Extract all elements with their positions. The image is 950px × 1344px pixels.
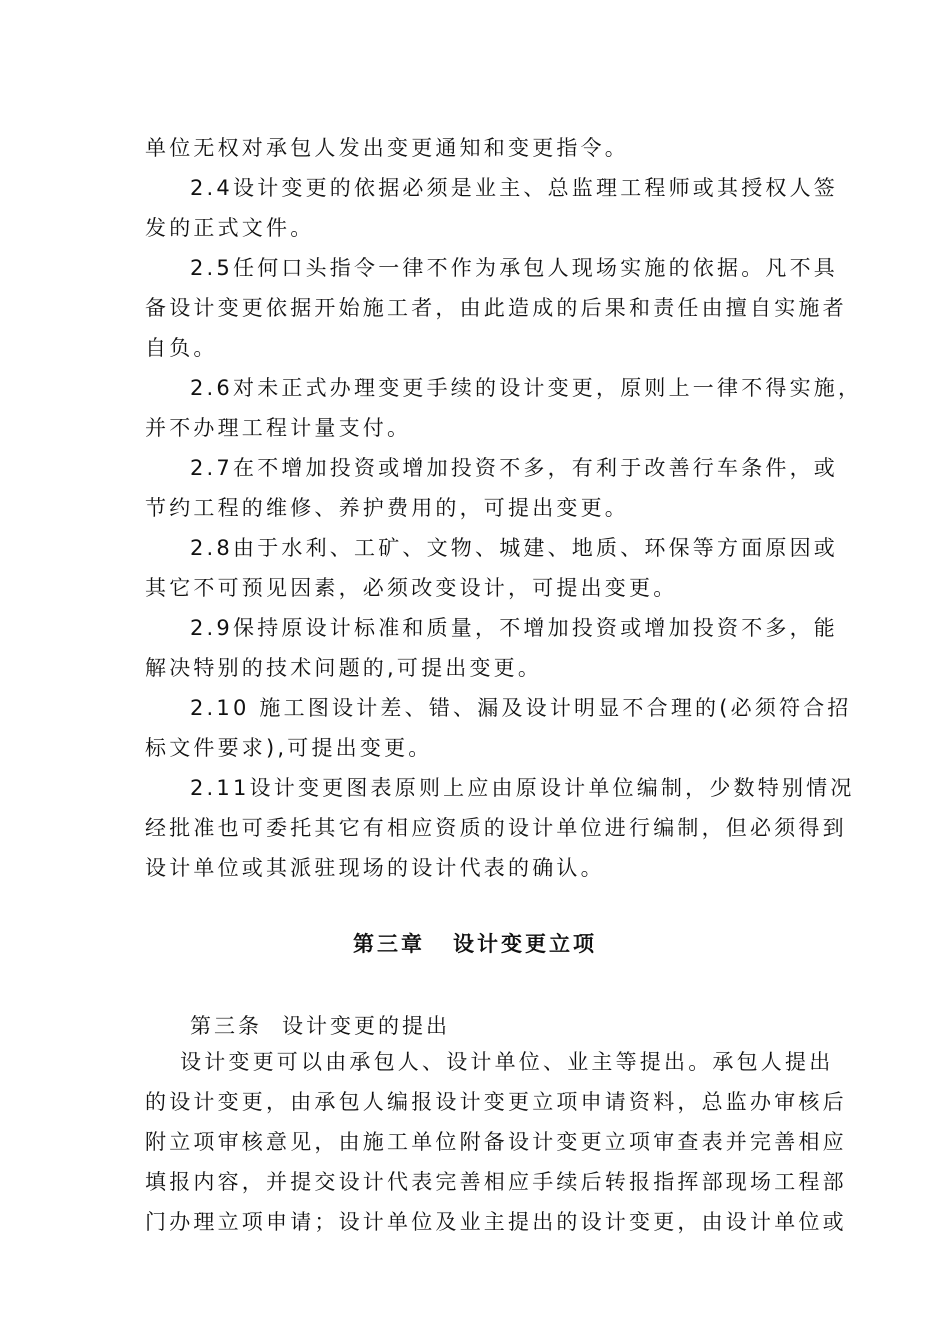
- paragraph-line: 发的正式文件。: [145, 216, 315, 240]
- clause-2-7-line: 2.7在不增加投资或增加投资不多，有利于改善行车条件，或: [190, 456, 838, 480]
- article-number: 第三条: [190, 1014, 262, 1038]
- paragraph-line: 单位无权对承包人发出变更通知和变更指令。: [145, 136, 629, 160]
- paragraph-line: 其它不可预见因素，必须改变设计，可提出变更。: [145, 576, 678, 600]
- chapter-heading: [0, 930, 950, 958]
- paragraph-line: 解决特别的技术问题的,可提出变更。: [145, 656, 543, 680]
- clause-2-8-line: 2.8由于水利、工矿、文物、城建、地质、环保等方面原因或: [190, 536, 838, 560]
- article-paragraph-line: 门办理立项申请；设计单位及业主提出的设计变更，由设计单位或: [145, 1210, 847, 1234]
- clause-2-5-line: 2.5任何口头指令一律不作为承包人现场实施的依据。凡不具: [190, 256, 838, 280]
- article-heading: [190, 1012, 450, 1040]
- article-paragraph-line: 附立项审核意见，由施工单位附备设计变更立项审查表并完善相应: [145, 1130, 847, 1154]
- clause-2-11-line: 2.11设计变更图表原则上应由原设计单位编制，少数特别情况: [190, 776, 855, 800]
- clause-2-10-line: 2.10 施工图设计差、错、漏及设计明显不合理的(必须符合招: [190, 696, 852, 720]
- clause-2-4-line: 2.4设计变更的依据必须是业主、总监理工程师或其授权人签: [190, 176, 838, 200]
- paragraph-line: 自负。: [145, 336, 218, 360]
- chapter-number: 第三章: [353, 932, 425, 956]
- paragraph-line: 节约工程的维修、养护费用的，可提出变更。: [145, 496, 629, 520]
- article-paragraph-line: 设计变更可以由承包人、设计单位、业主等提出。承包人提出: [180, 1050, 834, 1074]
- chapter-title: 设计变更立项: [453, 932, 597, 956]
- article-paragraph-line: 填报内容，并提交设计代表完善相应手续后转报指挥部现场工程部: [145, 1170, 847, 1194]
- clause-2-9-line: 2.9保持原设计标准和质量，不增加投资或增加投资不多，能: [190, 616, 838, 640]
- paragraph-line: 设计单位或其派驻现场的设计代表的确认。: [145, 856, 605, 880]
- paragraph-line: 备设计变更依据开始施工者，由此造成的后果和责任由擅自实施者: [145, 296, 847, 320]
- article-title: 设计变更的提出: [282, 1014, 450, 1038]
- paragraph-line: 并不办理工程计量支付。: [145, 416, 412, 440]
- clause-2-6-line: 2.6对未正式办理变更手续的设计变更，原则上一律不得实施，: [190, 376, 863, 400]
- paragraph-line: 经批准也可委托其它有相应资质的设计单位进行编制，但必须得到: [145, 816, 847, 840]
- paragraph-line: 标文件要求),可提出变更。: [145, 736, 433, 760]
- article-paragraph-line: 的设计变更，由承包人编报设计变更立项申请资料，总监办审核后: [145, 1090, 847, 1114]
